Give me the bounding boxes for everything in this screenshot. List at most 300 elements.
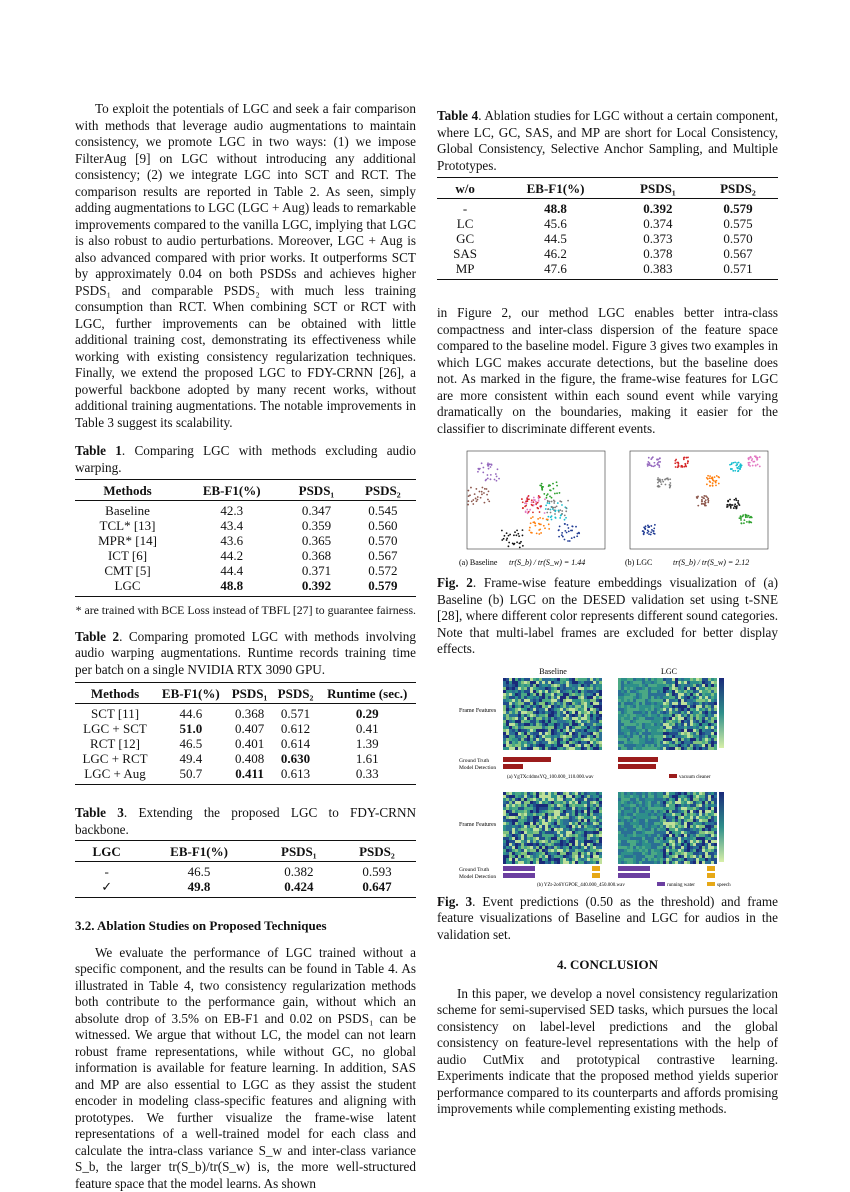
scatter-point (554, 513, 556, 515)
scatter-point (485, 480, 487, 482)
scatter-point (709, 475, 711, 477)
feature-heatmap (503, 678, 602, 750)
scatter-point (488, 468, 490, 470)
scatter-point (558, 511, 560, 513)
gt-bar-lgc-b2 (707, 866, 715, 871)
scatter-point (685, 457, 687, 459)
scatter-point (515, 534, 517, 536)
scatter-point (564, 523, 566, 525)
scatter-point (538, 498, 540, 500)
table-cell: 0.347 (283, 501, 349, 519)
table-header: PSDS₁ (260, 841, 338, 862)
table-cell: MP (437, 261, 493, 280)
scatter-point (539, 517, 541, 519)
table-row (75, 548, 416, 563)
fig3-gt-a: Ground Truth (459, 758, 489, 764)
scatter-point (522, 545, 524, 547)
table-header: PSDS₁ (227, 683, 273, 704)
scatter-point (653, 462, 655, 464)
scatter-point (743, 519, 745, 521)
section-title-ablation: 3.2. Ablation Studies on Proposed Techniques (75, 918, 416, 935)
scatter-point (471, 500, 473, 502)
scatter-point (575, 526, 577, 528)
table-cell: 0.374 (618, 216, 698, 231)
scatter-point (736, 464, 738, 466)
scatter-point (735, 508, 737, 510)
scatter-point (497, 468, 499, 470)
table-cell: 0.579 (350, 578, 416, 597)
det-bar-lgc-b2 (707, 873, 715, 878)
scatter-point (565, 510, 567, 512)
table-cell: 43.4 (180, 518, 283, 533)
fig2-ratio-a: tr(S_b) / tr(S_w) = 1.44 (509, 558, 585, 567)
scatter-point (727, 504, 729, 506)
scatter-point (501, 539, 503, 541)
table-cell: CMT [5] (75, 563, 180, 578)
scatter-point (707, 475, 709, 477)
scatter-point (697, 505, 699, 507)
scatter-point (567, 540, 569, 542)
table-header: EB-F1(%) (180, 480, 283, 501)
table-row (75, 862, 416, 880)
scatter-point (559, 509, 561, 511)
scatter-point (547, 493, 549, 495)
fig3-sub-b: (b) YZt-2o6YGPOE_440.000_450.000.wav (537, 883, 625, 888)
scatter-point (541, 488, 543, 490)
scatter-point (643, 527, 645, 529)
table-cell: 0.545 (350, 501, 416, 519)
table-cell: 0.647 (338, 879, 416, 898)
scatter-point (730, 468, 732, 470)
table-cell: 0.575 (698, 216, 778, 231)
scatter-point (559, 500, 561, 502)
scatter-point (526, 497, 528, 499)
scatter-point (556, 485, 558, 487)
table-cell: 46.5 (155, 736, 227, 751)
table1-note: * are trained with BCE Loss instead of TBFL [27] to guarantee fairness. (75, 602, 416, 619)
scatter-point (525, 505, 527, 507)
scatter-point (501, 530, 503, 532)
scatter-point (490, 466, 492, 468)
scatter-point (516, 529, 518, 531)
scatter-point (565, 517, 567, 519)
scatter-point (472, 503, 474, 505)
scatter-point (547, 502, 549, 504)
fig3-frame-features-b: Frame Features (459, 822, 497, 828)
table-row (437, 246, 778, 261)
table-cell: 0.613 (273, 766, 319, 785)
scatter-point (554, 507, 556, 509)
scatter-point (548, 523, 550, 525)
table-cell: 0.373 (618, 231, 698, 246)
scatter-point (482, 472, 484, 474)
table-row (75, 518, 416, 533)
scatter-point (526, 503, 528, 505)
scatter-point (711, 477, 713, 479)
scatter-point (470, 487, 472, 489)
scatter-point (506, 539, 508, 541)
scatter-point (733, 507, 735, 509)
scatter-point (703, 495, 705, 497)
scatter-point (752, 465, 754, 467)
intro-paragraph: To exploit the potentials of LGC and seek a fair comparison with methods that leverage audio augmentations to maintain consistency, we promote LGC in two ways: (1) we impose FilterAug [9] on LGC without introducing any additional consistency; (2) we integrate LGC into SCT and RCT. The comparison results are reported in Table 2. As seen, simply adding augmentations to LGC (LGC + Aug) leads to remarkable improvements compared to the vanilla LGC, implying that LGC is also robust to audio perturbations. Moreover, LGC + Aug is also advanced compared with prior works. It outperforms SCT by approximately 0.04 on both PSDSs and achieves higher PSDS₁ and comparable PSDS₂ with much less training consumption than RCT. When combining SCT or RCT with LGC, further improvements can be obtained with little additional training cost, demonstrating its effectiveness while working with existing consistency regularization techniques. Finally, we extend the proposed LGC to FDY-CRNN [26], a powerful backbone adopted by many recent works, without additional training augmentations. The notable improvements in Table 3 suggest its scalability. (75, 101, 416, 431)
scatter-point (475, 498, 477, 500)
scatter-point (706, 477, 708, 479)
table-header: LGC (75, 841, 138, 862)
fig3-sub-a: (a) YgTXc4dmsYQ_100.000_110.000.wav (507, 775, 594, 780)
scatter-point (490, 478, 492, 480)
table-row (75, 578, 416, 597)
scatter-point (506, 532, 508, 534)
scatter-point (530, 517, 532, 519)
scatter-point (658, 464, 660, 466)
table-cell: 0.368 (283, 548, 349, 563)
scatter-point (674, 460, 676, 462)
scatter-point (545, 508, 547, 510)
scatter-point (486, 488, 488, 490)
scatter-point (488, 490, 490, 492)
scatter-point (487, 499, 489, 501)
scatter-point (547, 516, 549, 518)
table-cell: MPR* [14] (75, 533, 180, 548)
scatter-point (730, 507, 732, 509)
scatter-point (561, 513, 563, 515)
scatter-point (727, 501, 729, 503)
table-cell: 46.2 (493, 246, 618, 261)
table-header: PSDS₂ (338, 841, 416, 862)
scatter-point (737, 468, 739, 470)
table-cell: ICT [6] (75, 548, 180, 563)
scatter-point (548, 502, 550, 504)
table-cell: ✓ (75, 879, 138, 898)
scatter-point (734, 503, 736, 505)
table-cell: 49.4 (155, 751, 227, 766)
scatter-point (484, 502, 486, 504)
fig3-md-b: Model Detection (459, 874, 496, 880)
scatter-point (706, 483, 708, 485)
scatter-point (569, 540, 571, 542)
table-header: PSDS₂ (698, 178, 778, 199)
table-row (437, 199, 778, 217)
table1 (75, 479, 416, 597)
scatter-point (522, 529, 524, 531)
table-row (437, 216, 778, 231)
scatter-point (547, 508, 549, 510)
scatter-point (646, 532, 648, 534)
scatter-point (681, 465, 683, 467)
scatter-point (474, 493, 476, 495)
scatter-point (737, 502, 739, 504)
scatter-point (544, 512, 546, 514)
table-header: PSDS₁ (618, 178, 698, 199)
table-cell: 0.571 (698, 261, 778, 280)
scatter-point (661, 483, 663, 485)
scatter-point (704, 505, 706, 507)
fig2-sub-b: (b) LGC (625, 558, 652, 567)
scatter-point (546, 519, 548, 521)
left-column (75, 101, 416, 1192)
scatter-point (730, 505, 732, 507)
scatter-point (729, 503, 731, 505)
scatter-point (734, 470, 736, 472)
table-cell: 0.560 (350, 518, 416, 533)
scatter-point (738, 462, 740, 464)
table-cell: 0.593 (338, 862, 416, 880)
table-header: Methods (75, 480, 180, 501)
scatter-point (486, 494, 488, 496)
scatter-point (734, 461, 736, 463)
table-cell: 0.411 (227, 766, 273, 785)
scatter-point (705, 502, 707, 504)
table-cell: 0.570 (350, 533, 416, 548)
scatter-point (649, 462, 651, 464)
scatter-point (529, 509, 531, 511)
scatter-point (759, 466, 761, 468)
scatter-point (544, 527, 546, 529)
scatter-point (748, 522, 750, 524)
scatter-point (518, 535, 520, 537)
table-cell: 0.567 (350, 548, 416, 563)
scatter-point (748, 515, 750, 517)
table-row (75, 879, 416, 898)
scatter-point (705, 495, 707, 497)
table-cell: 46.5 (138, 862, 260, 880)
scatter-point (568, 530, 570, 532)
scatter-point (532, 516, 534, 518)
scatter-point (678, 462, 680, 464)
scatter-point (526, 509, 528, 511)
table-cell: - (75, 862, 138, 880)
scatter-point (540, 505, 542, 507)
scatter-point (519, 547, 521, 549)
table-header: EB-F1(%) (493, 178, 618, 199)
scatter-point (712, 482, 714, 484)
table3 (75, 840, 416, 898)
scatter-point (572, 526, 574, 528)
scatter-point (751, 517, 753, 519)
scatter-point (476, 500, 478, 502)
scatter-point (739, 517, 741, 519)
table-cell: 0.424 (260, 879, 338, 898)
scatter-point (653, 527, 655, 529)
scatter-point (743, 522, 745, 524)
scatter-point (522, 535, 524, 537)
scatter-point (651, 529, 653, 531)
scatter-point (749, 462, 751, 464)
table-cell: 0.359 (283, 518, 349, 533)
scatter-point (539, 528, 541, 530)
scatter-point (559, 526, 561, 528)
scatter-point (538, 500, 540, 502)
scatter-point (755, 464, 757, 466)
table-row (75, 736, 416, 751)
table-cell: 0.408 (227, 751, 273, 766)
table4-caption: Table 4. Ablation studies for LGC without a certain component, where LC, GC, SAS, and MP are short for Local Consistency, Global Consistency, Selective Anchor Sampling, and Multiple Prototypes. (437, 108, 778, 174)
scatter-point (648, 457, 650, 459)
table-cell: 44.5 (493, 231, 618, 246)
scatter-point (546, 512, 548, 514)
scatter-point (650, 534, 652, 536)
scatter-point (750, 522, 752, 524)
table-cell: 0.368 (227, 704, 273, 722)
scatter-point (562, 536, 564, 538)
table-cell: 0.401 (227, 736, 273, 751)
scatter-point (716, 475, 718, 477)
table-cell: 0.29 (319, 704, 417, 722)
scatter-point (477, 468, 479, 470)
scatter-point (538, 523, 540, 525)
scatter-point (553, 500, 555, 502)
scatter-point (746, 514, 748, 516)
scatter-point (659, 479, 661, 481)
scatter-point (530, 522, 532, 524)
table-row (437, 231, 778, 246)
scatter-point (531, 499, 533, 501)
scatter-point (665, 484, 667, 486)
scatter-point (652, 456, 654, 458)
scatter-point (684, 463, 686, 465)
table-cell: 0.382 (260, 862, 338, 880)
scatter-point (553, 502, 555, 504)
scatter-point (481, 462, 483, 464)
legend-vacuum: vacuum cleaner (679, 775, 711, 780)
frame-feature-plots (437, 666, 778, 888)
scatter-point (513, 544, 515, 546)
scatter-point (543, 493, 545, 495)
scatter-point (548, 485, 550, 487)
scatter-point (504, 535, 506, 537)
scatter-point (532, 511, 534, 513)
table-cell: 43.6 (180, 533, 283, 548)
table-cell: GC (437, 231, 493, 246)
figure-discussion-paragraph: in Figure 2, our method LGC enables better intra-class compactness and inter-class dispersion of the feature space compared to the baseline model. Figure 3 gives two examples in which LGC makes accurate detections, but the baseline does not. As marked in the figure, the frame-wise features for LGC are more consistent within each sound event while varying dramatically on the boundaries, making it easier for the classifier to discriminate different events. (437, 305, 778, 437)
scatter-point (714, 476, 716, 478)
table-cell: 44.6 (155, 704, 227, 722)
scatter-point (669, 482, 671, 484)
table-cell: 48.8 (180, 578, 283, 597)
table-row (75, 704, 416, 722)
scatter-point (709, 485, 711, 487)
table-cell: LGC + Aug (75, 766, 155, 785)
scatter-point (514, 531, 516, 533)
table-cell: 0.630 (273, 751, 319, 766)
table3-caption: Table 3. Extending the proposed LGC to FDY-CRNN backbone. (75, 805, 416, 838)
scatter-point (757, 464, 759, 466)
scatter-point (551, 519, 553, 521)
scatter-point (739, 465, 741, 467)
scatter-point (543, 525, 545, 527)
scatter-point (749, 457, 751, 459)
scatter-point (521, 498, 523, 500)
scatter-point (648, 531, 650, 533)
scatter-point (643, 533, 645, 535)
table2-caption: Table 2. Comparing promoted LGC with methods involving audio warping augmentations. Runtime records training time per batch on a single NVIDIA RTX 3090 GPU. (75, 629, 416, 679)
scatter-point (561, 534, 563, 536)
scatter-point (487, 474, 489, 476)
legend-water: running water (667, 883, 695, 888)
gt-bar-baseline-b2 (592, 866, 600, 871)
scatter-point (653, 530, 655, 532)
section-title-conclusion: 4. CONCLUSION (437, 957, 778, 974)
scatter-point (648, 533, 650, 535)
scatter-point (467, 500, 469, 502)
scatter-point (715, 484, 717, 486)
scatter-point (538, 495, 540, 497)
scatter-point (741, 523, 743, 525)
scatter-point (701, 496, 703, 498)
scatter-point (495, 473, 497, 475)
scatter-point (567, 500, 569, 502)
table-cell: 48.8 (493, 199, 618, 217)
scatter-point (539, 511, 541, 513)
table-row (437, 261, 778, 280)
scatter-point (556, 505, 558, 507)
scatter-point (667, 477, 669, 479)
scatter-point (549, 495, 551, 497)
fig3-title-baseline: Baseline (539, 667, 567, 676)
scatter-point (537, 508, 539, 510)
scatter-point (759, 456, 761, 458)
scatter-point (661, 479, 663, 481)
fig3-md-a: Model Detection (459, 765, 496, 771)
table-cell: 0.572 (350, 563, 416, 578)
table1-caption: Table 1. Comparing LGC with methods excluding audio warping. (75, 443, 416, 476)
tsne-plots (437, 449, 778, 567)
scatter-point (508, 542, 510, 544)
table-cell: 51.0 (155, 721, 227, 736)
scatter-point (551, 506, 553, 508)
table-cell: 44.2 (180, 548, 283, 563)
scatter-point (487, 478, 489, 480)
scatter-point (740, 519, 742, 521)
table-header: w/o (437, 178, 493, 199)
table-header: PSDS₁ (283, 480, 349, 501)
scatter-point (555, 517, 557, 519)
scatter-point (517, 533, 519, 535)
scatter-point (488, 500, 490, 502)
scatter-point (503, 538, 505, 540)
scatter-point (739, 468, 741, 470)
scatter-point (566, 532, 568, 534)
scatter-point (482, 487, 484, 489)
scatter-point (644, 528, 646, 530)
table-cell: 49.8 (138, 879, 260, 898)
scatter-point (508, 545, 510, 547)
scatter-point (705, 499, 707, 501)
table-cell: 0.570 (698, 231, 778, 246)
table-cell: Baseline (75, 501, 180, 519)
scatter-point (749, 465, 751, 467)
scatter-point (487, 462, 489, 464)
scatter-point (496, 476, 498, 478)
scatter-point (554, 493, 556, 495)
scatter-point (564, 530, 566, 532)
scatter-point (549, 489, 551, 491)
scatter-point (559, 492, 561, 494)
fig2-sub-a: (a) Baseline (459, 558, 498, 567)
table-cell: LGC (75, 578, 180, 597)
scatter-point (650, 458, 652, 460)
table-cell: 0.371 (283, 563, 349, 578)
legend-speech-swatch (707, 882, 715, 886)
table-cell: 0.392 (618, 199, 698, 217)
scatter-point (696, 497, 698, 499)
scatter-point (535, 503, 537, 505)
table-header: PSDS₂ (273, 683, 319, 704)
scatter-point (533, 501, 535, 503)
scatter-point (528, 511, 530, 513)
scatter-point (717, 476, 719, 478)
